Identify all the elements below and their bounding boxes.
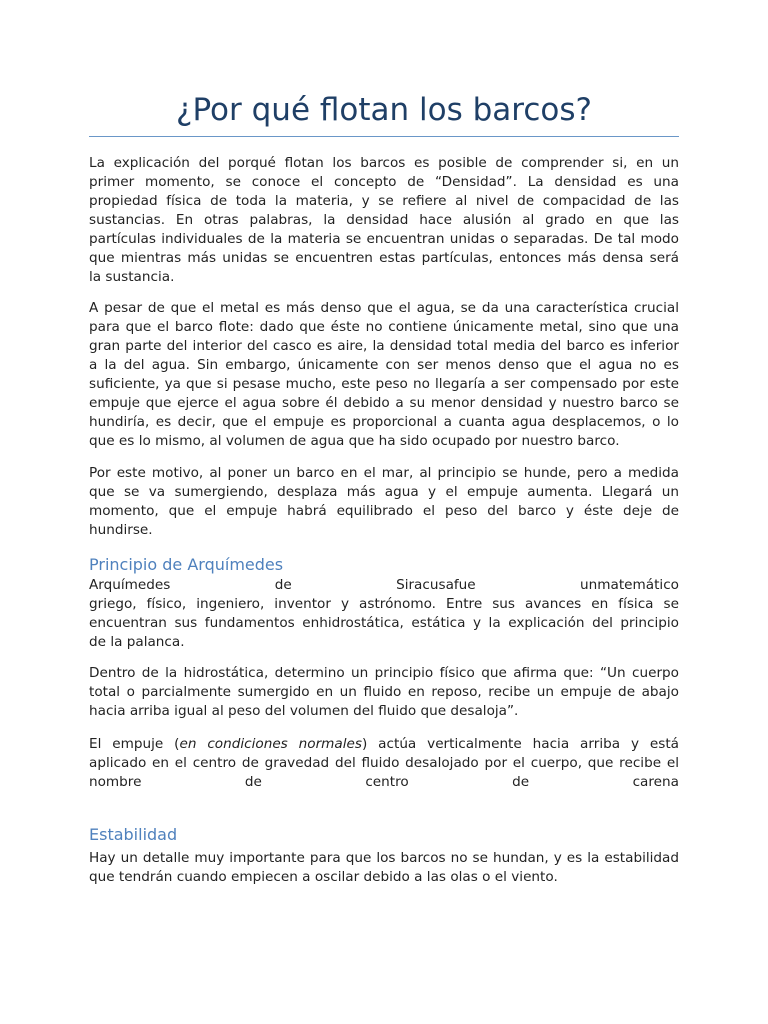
text-run: El empuje ( (89, 736, 180, 752)
text-line: hundirse. (89, 522, 153, 538)
paragraph-archimedes-bio (89, 576, 679, 652)
text-line: Por este motivo, al poner un barco en el mar, al principio se hunde, pero a medida (89, 465, 679, 481)
text-line: Arquímedes de Siracusafue unmatemático (89, 577, 679, 593)
document-title: ¿Por qué flotan los barcos? (176, 92, 592, 128)
paragraph-sinking (89, 464, 679, 540)
text-line: de la palanca. (89, 634, 185, 650)
text-line: propiedad física de toda la materia, y se refiere al nivel de compacidad de las (89, 193, 679, 209)
text-line: nombre de centro de carena (89, 774, 679, 790)
text-line: que es lo mismo, al volumen de agua que ha sido ocupado por nuestro barco. (89, 433, 620, 449)
text-line: Hay un detalle muy importante para que los barcos no se hundan, y es la estabilidad (89, 850, 679, 866)
text-line: A pesar de que el metal es más denso que el agua, se da una característica crucial (89, 300, 679, 316)
text-line: para que el barco flote: dado que éste no contiene únicamente metal, sino que una (89, 319, 679, 335)
title-underline (89, 136, 679, 137)
paragraph-archimedes-principle (89, 664, 679, 721)
paragraph-stability (89, 849, 679, 887)
text-line: que tendrán cuando empiecen a oscilar debido a las olas o el viento. (89, 869, 558, 885)
paragraph-density (89, 154, 679, 287)
text-line: a la del agua. Sin embargo, únicamente con ser menos denso que el agua no es (89, 357, 679, 373)
text-line: la sustancia. (89, 269, 175, 285)
text-line: total o parcialmente sumergido en un fluido en reposo, recibe un empuje de abajo (89, 684, 679, 700)
text-run: ) actúa verticalmente hacia arriba y está (361, 736, 679, 752)
text-line: que mientras más unidas se encuentren estas partículas, entonces más densa será (89, 250, 679, 266)
text-line: hundiría, es decir, que el empuje es proporcional a cuanta agua desplacemos, o lo (89, 414, 679, 430)
text-line: momento, que el empuje habrá equilibrado el peso del barco y éste deje de (89, 503, 679, 519)
text-line: Dentro de la hidrostática, determino un principio físico que afirma que: “Un cuerpo (89, 665, 679, 681)
text-line: empuje que ejerce el agua sobre él debido a su menor densidad y nuestro barco se (89, 395, 679, 411)
text-line: griego, físico, ingeniero, inventor y astrónomo. Entre sus avances en física se (89, 596, 679, 612)
text-line: que se va sumergiendo, desplaza más agua y el empuje aumenta. Llegará un (89, 484, 679, 500)
text-line: La explicación del porqué flotan los barcos es posible de comprender si, en un (89, 155, 679, 171)
text-line: aplicado en el centro de gravedad del fluido desalojado por el cuerpo, que recibe el (89, 755, 679, 771)
text-line (89, 735, 679, 754)
text-line: primer momento, se conoce el concepto de “Densidad”. La densidad es una (89, 174, 679, 190)
paragraph-buoyancy-center (89, 735, 679, 792)
text-line: encuentran sus fundamentos enhidrostática, estática y la explicación del principio (89, 615, 679, 631)
text-line: hacia arriba igual al peso del volumen del fluido que desaloja”. (89, 703, 519, 719)
italic-phrase: en condiciones normales (179, 736, 362, 752)
section-heading-archimedes: Principio de Arquímedes (89, 555, 284, 574)
text-line: gran parte del interior del casco es aire, la densidad total media del barco es inferior (89, 338, 679, 354)
text-line: sustancias. En otras palabras, la densidad hace alusión al grado en que las (89, 212, 679, 228)
text-line: partículas individuales de la materia se encuentran unidas o separadas. De tal modo (89, 231, 679, 247)
section-heading-stability: Estabilidad (89, 825, 178, 844)
text-line: suficiente, ya que si pesase mucho, este peso no llegaría a ser compensado por este (89, 376, 679, 392)
paragraph-metal-air (89, 299, 679, 451)
